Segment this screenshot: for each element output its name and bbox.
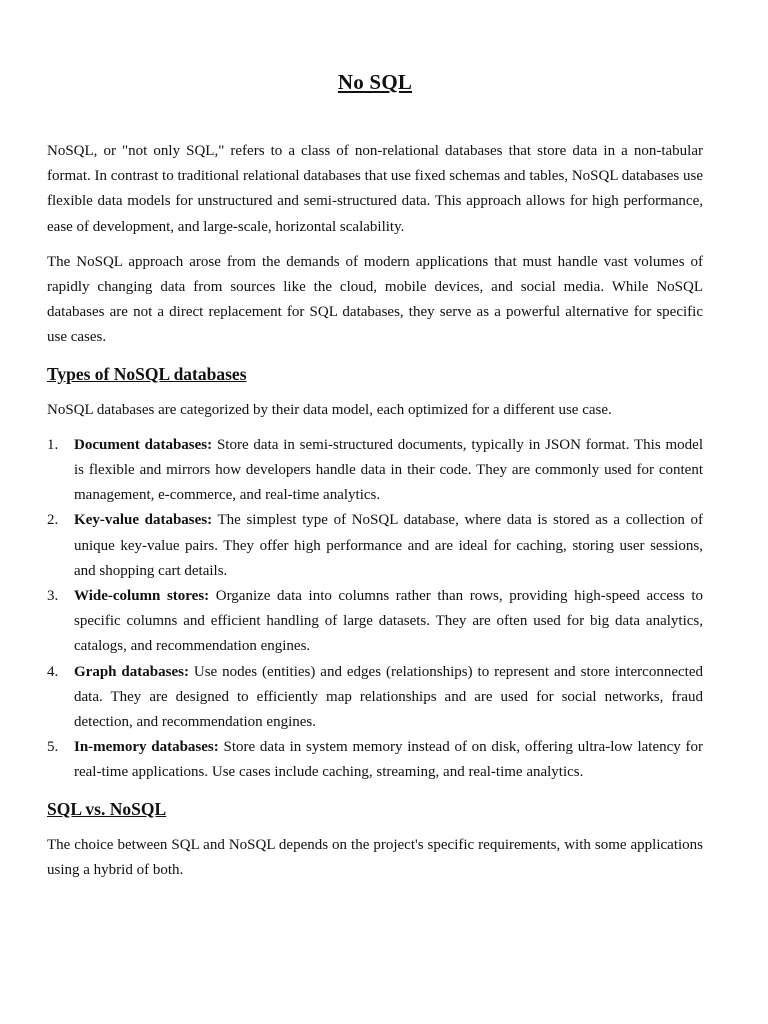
- list-item: [47, 584, 703, 660]
- list-number: 5.: [47, 739, 59, 756]
- page-title: No SQL: [337, 70, 413, 94]
- list-item: [47, 660, 703, 736]
- list-number: 2.: [47, 512, 59, 529]
- list-item: [47, 433, 703, 509]
- list-term: Key-value databases:: [74, 512, 213, 529]
- list-term: In-memory databases:: [74, 739, 219, 756]
- list-text: Organize data into columns rather than rows, providing high-speed access to specific columns and efficient handling of large datasets. They are often used for big data analytics, catalogs, and recommendation engines.: [74, 588, 703, 655]
- list-number: 1.: [47, 436, 59, 453]
- comparison-heading: SQL vs. NoSQL: [47, 798, 167, 819]
- list-text: The simplest type of NoSQL database, where data is stored as a collection of unique key-value pairs. They offer high performance and are ideal for caching, storing user sessions, and shopping cart details.: [74, 512, 704, 579]
- types-intro: NoSQL databases are categorized by their data model, each optimized for a different use case.: [47, 401, 612, 418]
- list-item: [47, 508, 703, 584]
- list-term: Document databases:: [74, 436, 213, 453]
- intro-paragraph-2: The NoSQL approach arose from the demands of modern applications that must handle vast volumes of rapidly changing data from sources like the cloud, mobile devices, and social media. While NoSQL databases are not a direct replacement for SQL databases, they serve as a powerful alternative for specific use cases.: [47, 253, 703, 346]
- list-text: Store data in system memory instead of on disk, offering ultra-low latency for real-time applications. Use cases include caching, streaming, and real-time analytics.: [74, 739, 703, 781]
- intro-paragraph-1: NoSQL, or "not only SQL," refers to a class of non-relational databases that store data in a non-tabular format. In contrast to traditional relational databases that use fixed schemas and tables, NoSQL databases use flexible data models for unstructured and semi-structured data. This approach allows for high performance, ease of development, and large-scale, horizontal scalability.: [47, 143, 703, 235]
- comparison-paragraph: The choice between SQL and NoSQL depends on the project's specific requirements, with some applications using a hybrid of both.: [47, 836, 703, 878]
- list-text: Store data in semi-structured documents, typically in JSON format. This model is flexible and mirrors how developers handle data in their code. They are commonly used for content management, e-commerce, and real-time analytics.: [74, 436, 703, 504]
- types-heading: Types of NoSQL databases: [47, 363, 247, 384]
- list-text: Use nodes (entities) and edges (relationships) to represent and store interconnected data. They are designed to efficiently map relationships and are used for social networks, fraud detection, and recommendation engines.: [74, 663, 703, 731]
- list-term: Graph databases:: [74, 663, 189, 680]
- list-number: 3.: [47, 588, 59, 605]
- list-term: Wide-column stores:: [74, 588, 210, 605]
- list-number: 4.: [47, 663, 59, 680]
- document-page: [47, 0, 703, 883]
- types-list: [47, 433, 703, 786]
- list-item: [47, 735, 703, 785]
